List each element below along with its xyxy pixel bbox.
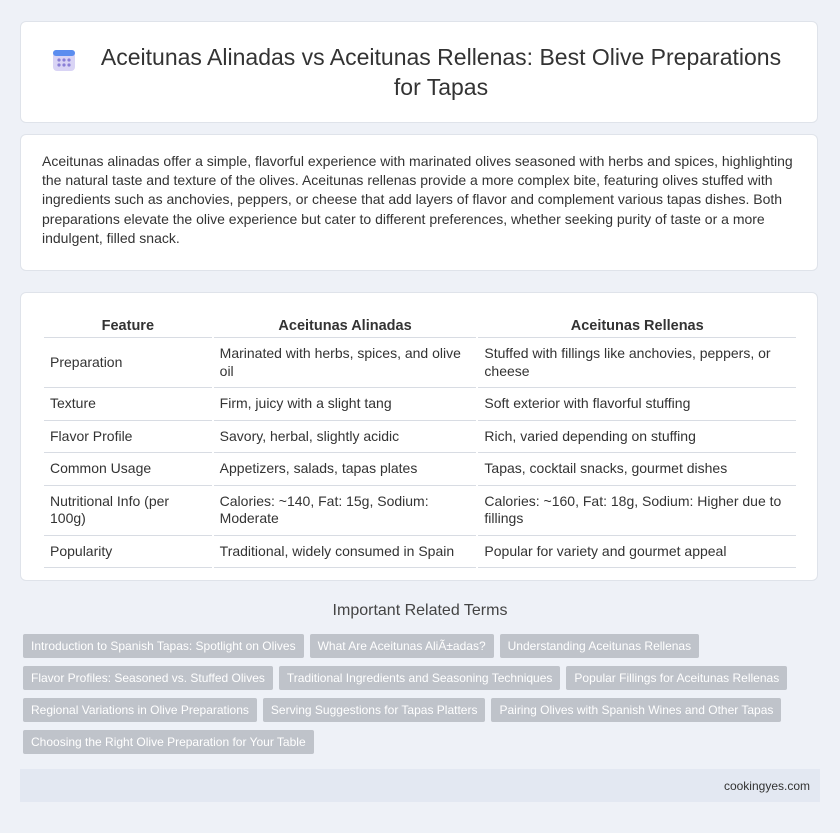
comparison-table [42, 313, 798, 568]
related-term-tag[interactable]: Pairing Olives with Spanish Wines and Other Tapas [491, 698, 781, 722]
alinadas-cell: Savory, herbal, slightly acidic [214, 421, 477, 454]
rellenas-cell: Soft exterior with flavorful stuffing [478, 388, 796, 421]
alinadas-cell: Traditional, widely consumed in Spain [214, 536, 477, 569]
related-term-tag[interactable]: Flavor Profiles: Seasoned vs. Stuffed Olives [23, 666, 273, 690]
alinadas-cell: Appetizers, salads, tapas plates [214, 453, 477, 486]
table-row [44, 536, 796, 569]
table-row [44, 388, 796, 421]
table-row [44, 453, 796, 486]
feature-cell: Flavor Profile [44, 421, 212, 454]
feature-cell: Nutritional Info (per 100g) [44, 486, 212, 536]
alinadas-cell: Firm, juicy with a slight tang [214, 388, 477, 421]
related-terms-list [23, 634, 813, 762]
table-header-row [44, 313, 796, 338]
feature-cell: Texture [44, 388, 212, 421]
rellenas-cell: Tapas, cocktail snacks, gourmet dishes [478, 453, 796, 486]
rellenas-cell: Stuffed with fillings like anchovies, peppers, or cheese [478, 338, 796, 388]
alinadas-cell: Calories: ~140, Fat: 15g, Sodium: Moderate [214, 486, 477, 536]
alinadas-cell: Marinated with herbs, spices, and olive oil [214, 338, 477, 388]
related-term-tag[interactable]: Understanding Aceitunas Rellenas [500, 634, 699, 658]
rellenas-cell: Popular for variety and gourmet appeal [478, 536, 796, 569]
related-terms-title: Important Related Terms [332, 602, 508, 619]
comparison-card [20, 292, 818, 581]
header-card [20, 21, 818, 123]
related-term-tag[interactable]: Regional Variations in Olive Preparations [23, 698, 257, 722]
calendar-icon [51, 47, 77, 73]
rellenas-cell: Rich, varied depending on stuffing [478, 421, 796, 454]
related-term-tag[interactable]: Serving Suggestions for Tapas Platters [263, 698, 486, 722]
header-alinadas: Aceitunas Alinadas [214, 313, 477, 338]
footer-bar [20, 769, 820, 802]
intro-paragraph: Aceitunas alinadas offer a simple, flavorful experience with marinated olives seasoned with herbs and spices, highlighting the natural taste and texture of the olives. Aceitunas rellenas provide a more complex bite, featuring olives stuffed with ingredients such as anchovies, peppers, or cheese that add layers of flavor and complement various tapas dishes. Both preparations elevate the olive experience but cater to different preferences, whether seeking purity of taste or a more indulgent, filled snack. [42, 153, 793, 246]
header-feature: Feature [44, 313, 212, 338]
table-row [44, 338, 796, 388]
footer-site[interactable]: cookingyes.com [723, 779, 810, 793]
intro-card [20, 134, 818, 271]
feature-cell: Common Usage [44, 453, 212, 486]
header-rellenas: Aceitunas Rellenas [478, 313, 796, 338]
feature-cell: Preparation [44, 338, 212, 388]
related-term-tag[interactable]: What Are Aceitunas AliÃ±adas? [310, 634, 494, 658]
feature-cell: Popularity [44, 536, 212, 569]
related-term-tag[interactable]: Choosing the Right Olive Preparation for Your Table [23, 730, 314, 754]
related-term-tag[interactable]: Introduction to Spanish Tapas: Spotlight on Olives [23, 634, 304, 658]
rellenas-cell: Calories: ~160, Fat: 18g, Sodium: Higher due to fillings [478, 486, 796, 536]
table-row [44, 421, 796, 454]
related-term-tag[interactable]: Popular Fillings for Aceitunas Rellenas [566, 666, 787, 690]
table-row [44, 486, 796, 536]
related-term-tag[interactable]: Traditional Ingredients and Seasoning Techniques [279, 666, 561, 690]
page-title: Aceitunas Alinadas vs Aceitunas Rellenas: Best Olive Preparations for Tapas [100, 44, 782, 100]
